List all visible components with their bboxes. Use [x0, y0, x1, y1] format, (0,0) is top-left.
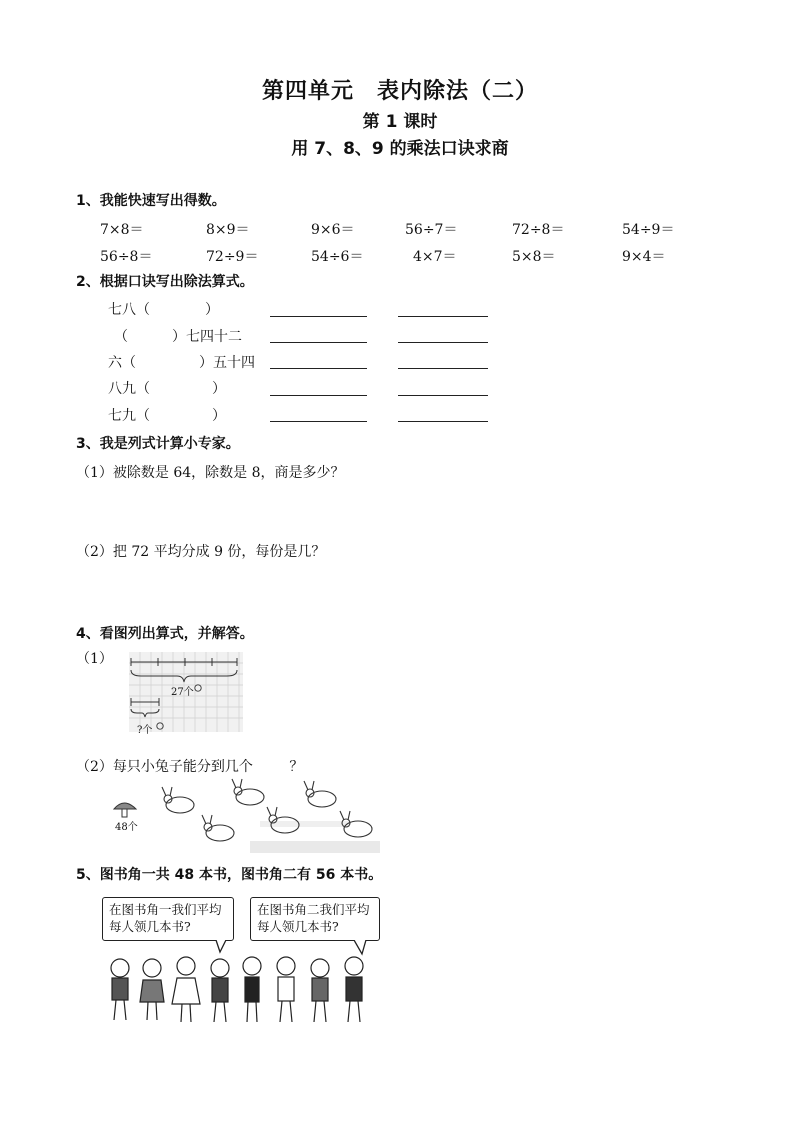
child-figure	[211, 959, 229, 1022]
rabbit-icon	[304, 781, 336, 807]
q2-heading: 2、根据口诀写出除法算式。	[76, 274, 254, 290]
q3-heading: 3、我是列式计算小专家。	[76, 436, 240, 452]
q2-part-b: ）	[212, 381, 226, 397]
speech-bubble-2	[250, 897, 380, 941]
mushroom-count: 48个	[115, 822, 138, 833]
q5-heading: 5、图书角一共 48 本书，图书角二有 56 本书。	[76, 867, 383, 883]
rabbits-illustration	[110, 775, 390, 860]
lesson-topic: 用 7、8、9 的乘法口诀求商	[291, 139, 509, 159]
q4-part2	[76, 756, 303, 776]
q1-item: 56÷7＝	[405, 222, 458, 238]
page-title: 第四单元 表内除法（二）	[261, 79, 538, 104]
q2-part-a: 八九（	[108, 381, 150, 397]
q2-part-a: 七八（	[108, 302, 150, 318]
answer-line[interactable]	[398, 342, 488, 343]
child-figure	[243, 957, 261, 1022]
q1-item: 7×8＝	[100, 222, 144, 238]
division-diagram	[129, 652, 243, 736]
q2-part-a: （	[114, 329, 128, 345]
children-illustration	[100, 940, 385, 1028]
speech-bubble-1	[102, 897, 234, 941]
q4-part2-text: （2）每只小兔子能分到几个	[76, 759, 253, 775]
q3-part2: （2）把 72 平均分成 9 份，每份是几？	[76, 544, 326, 560]
answer-line[interactable]	[398, 395, 488, 396]
q1-heading: 1、我能快速写出得数。	[76, 193, 226, 209]
q4-heading: 4、看图列出算式，并解答。	[76, 626, 254, 642]
q1-item: 9×6＝	[311, 222, 355, 238]
bubble-2-text: 在图书角二我们平均每人领几本书?	[257, 902, 370, 934]
child-figure	[277, 957, 295, 1022]
mushroom-icon	[114, 803, 136, 817]
answer-line[interactable]	[270, 316, 367, 317]
diagram-unknown-label: ?个	[137, 725, 153, 736]
q4-part2-end: ？	[289, 759, 304, 775]
q2-part-b: ）	[205, 302, 219, 318]
rabbit-icon	[162, 787, 194, 813]
q1-item: 8×9＝	[206, 222, 250, 238]
q1-item: 72÷9＝	[206, 249, 259, 265]
rabbit-icon	[232, 779, 264, 805]
diagram-total-label: 27个	[171, 687, 194, 698]
answer-line[interactable]	[398, 421, 488, 422]
q1-item: 9×4＝	[622, 249, 666, 265]
bubble-1-text: 在图书角一我们平均每人领几本书?	[109, 902, 222, 934]
child-figure	[172, 957, 200, 1022]
lesson-number: 第 1 课时	[362, 112, 438, 132]
rabbit-icon	[267, 807, 299, 833]
q1-item: 56÷8＝	[100, 249, 153, 265]
q2-part-b: ）五十四	[199, 355, 255, 371]
answer-line[interactable]	[270, 342, 367, 343]
q3-part1: （1）被除数是 64，除数是 8，商是多少？	[76, 465, 345, 481]
answer-line[interactable]	[270, 421, 367, 422]
child-figure	[345, 957, 363, 1022]
q1-item: 72÷8＝	[512, 222, 565, 238]
q1-item: 4×7＝	[413, 249, 457, 265]
q1-item: 5×8＝	[512, 249, 556, 265]
q1-item: 54÷6＝	[311, 249, 364, 265]
q1-item: 54÷9＝	[622, 222, 675, 238]
answer-line[interactable]	[398, 316, 488, 317]
answer-line[interactable]	[398, 368, 488, 369]
q2-part-a: 七九（	[108, 408, 150, 424]
rabbit-icon	[202, 815, 234, 841]
answer-line[interactable]	[270, 395, 367, 396]
q4-part1-label: （1）	[76, 651, 113, 667]
q2-part-b: ）	[212, 408, 226, 424]
q2-part-a: 六（	[108, 355, 136, 371]
q2-part-b: ）七四十二	[172, 329, 242, 345]
child-figure	[140, 959, 164, 1020]
child-figure	[311, 959, 329, 1022]
child-figure	[111, 959, 129, 1020]
answer-line[interactable]	[270, 368, 367, 369]
